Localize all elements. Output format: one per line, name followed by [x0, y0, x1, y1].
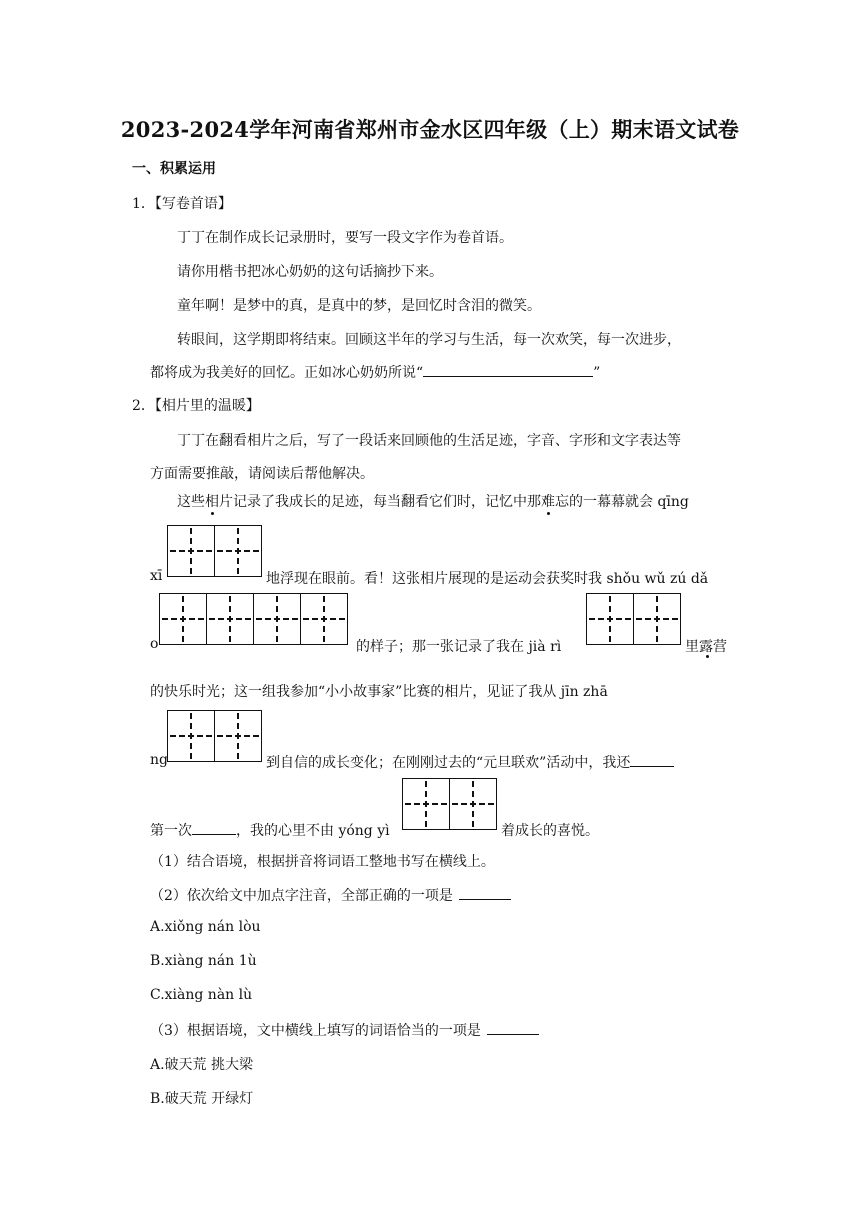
q1-paragraph: 丁丁在制作成长记录册时，要写一段文字作为卷首语。 [177, 230, 513, 246]
passage-line-3: 的样子；那一张记录了我在 jià rì [356, 639, 562, 655]
sub-question-3-line [150, 1020, 539, 1040]
section-heading: 一、积累运用 [132, 161, 216, 177]
q1-paragraph-text: 都将成为我美好的回忆。正如冰心奶奶所说“ [150, 365, 424, 381]
writing-grid-2[interactable] [167, 525, 262, 577]
answer-blank[interactable] [423, 362, 593, 377]
q1-paragraph: 请你用楷书把冰心奶奶的这句话摘抄下来。 [177, 264, 443, 280]
writing-grid-2[interactable] [586, 593, 681, 645]
option-c[interactable]: C.xiàng nàn lù [150, 987, 253, 1003]
passage-line-6-end: 着成长的喜悦。 [501, 823, 599, 839]
writing-grid-2[interactable] [167, 710, 262, 762]
writing-grid-4[interactable] [159, 593, 348, 645]
q1-quote: 童年啊！是梦中的真，是真中的梦，是回忆时含泪的微笑。 [177, 298, 541, 314]
answer-blank[interactable] [192, 820, 236, 835]
option-b[interactable]: B.破天荒 开绿灯 [150, 1091, 254, 1107]
sub-question-2: （2）依次给文中加点字注音，全部正确的一项是 [150, 888, 453, 904]
q1-paragraph: 转眼间，这学期即将结束。回顾这半年的学习与生活，每一次欢笑，每一次进步， [177, 332, 681, 348]
passage-pinyin: ng [150, 752, 168, 768]
passage-pinyin: o [150, 636, 159, 652]
option-b[interactable]: B.xiàng nán 1ù [150, 953, 257, 969]
passage-pinyin: xī [150, 568, 163, 584]
dotted-char: 相 [205, 494, 219, 510]
passage-line-5: 到自信的成长变化；在刚刚过去的“元旦联欢”活动中，我还 [266, 752, 674, 772]
dotted-char: 难 [541, 494, 555, 510]
answer-blank[interactable] [487, 1020, 539, 1035]
q1-close-quote: ” [593, 365, 601, 381]
passage-line-6: 第一次 ，我的心里不由 yóng yì [150, 820, 390, 840]
writing-grid-2[interactable] [402, 778, 497, 830]
q2-intro: 方面需要推敲，请阅读后帮他解决。 [150, 466, 374, 482]
passage-line-2: 地浮现在眼前。看！这张相片展现的是运动会获奖时我 shǒu wǔ zú dǎ [266, 571, 709, 587]
answer-blank[interactable] [630, 752, 674, 767]
option-a[interactable]: A.破天荒 挑大梁 [150, 1057, 254, 1073]
question-2-heading: 2．【相片里的温暖】 [132, 398, 260, 414]
passage-line-3-end: 里露营 [685, 639, 727, 655]
passage-line-1: 这些相片记录了我成长的足迹，每当翻看它们时，记忆中那难忘的一幕幕就会 qīng [177, 494, 689, 510]
answer-blank[interactable] [459, 885, 511, 900]
q2-intro: 丁丁在翻看相片之后，写了一段话来回顾他的生活足迹，字音、字形和文字表达等 [177, 433, 681, 449]
option-a[interactable]: A.xiǒng nán lòu [150, 919, 261, 935]
sub-question-1: （1）结合语境，根据拼音将词语工整地书写在横线上。 [150, 854, 495, 870]
passage-line-4: 的快乐时光；这一组我参加“小小故事家”比赛的相片，见证了我从 jīn zhā [150, 684, 608, 700]
emphasis-dot [706, 655, 709, 658]
page-title: 2023-2024学年河南省郑州市金水区四年级（上）期末语文试卷 [120, 117, 740, 142]
sub-question-2-line [150, 885, 511, 905]
question-1-heading: 1．【写卷首语】 [132, 196, 232, 212]
q1-paragraph-line [150, 362, 600, 382]
sub-question-3: （3）根据语境，文中横线上填写的词语恰当的一项是 [150, 1023, 481, 1039]
